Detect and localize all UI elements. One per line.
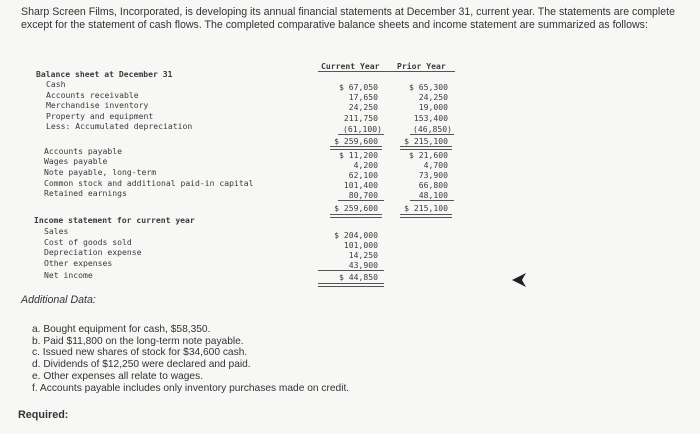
income-value: $ 204,000	[334, 230, 378, 240]
liability-label: Accounts payable	[44, 146, 122, 156]
asset-prior: (46,850)	[413, 124, 452, 134]
liability-prior: 73,900	[418, 170, 448, 180]
liability-current: 80,700	[348, 190, 378, 200]
income-label: Depreciation expense	[44, 247, 142, 257]
mouse-cursor-icon	[511, 272, 527, 288]
liability-label: Note payable, long-term	[44, 167, 157, 177]
asset-current: $ 67,050	[339, 82, 378, 92]
header-rule	[318, 71, 455, 72]
asset-current: 24,250	[348, 102, 378, 112]
asset-prior: 19,000	[418, 102, 448, 112]
liability-current: 62,100	[348, 170, 378, 180]
total-double-rule	[330, 214, 382, 218]
edge-bracket-icon	[0, 88, 10, 110]
total-double-rule	[318, 283, 384, 287]
net-income-label: Net income	[44, 270, 93, 280]
asset-current: (61,100)	[343, 124, 382, 134]
income-label: Other expenses	[44, 258, 113, 268]
liability-current: 101,400	[343, 180, 378, 190]
liability-prior: 48,100	[418, 190, 448, 200]
total-liabilities-current: $ 259,600	[334, 203, 378, 213]
income-label: Sales	[44, 226, 69, 236]
total-liabilities-prior: $ 215,100	[404, 203, 448, 213]
income-label: Cost of goods sold	[44, 237, 132, 247]
asset-label: Cash	[46, 79, 66, 89]
liability-label: Common stock and additional paid-in capital	[44, 178, 254, 188]
subtotal-rule	[318, 270, 384, 271]
income-value: 14,250	[348, 250, 378, 260]
income-statement-title: Income statement for current year	[34, 215, 195, 225]
list-item: f. Accounts payable includes only inventory purchases made on credit.	[32, 382, 350, 394]
total-assets-current: $ 259,600	[334, 136, 378, 146]
net-income-value: $ 44,850	[339, 272, 378, 282]
liability-label: Retained earnings	[44, 188, 127, 198]
asset-label: Accounts receivable	[46, 90, 139, 100]
subtotal-rule	[338, 200, 384, 201]
liability-label: Wages payable	[44, 156, 108, 166]
income-value: 43,900	[348, 260, 378, 270]
asset-prior: 153,400	[413, 113, 448, 123]
asset-prior: 24,250	[418, 92, 448, 102]
list-item: b. Paid $11,800 on the long-term note payable.	[32, 335, 244, 347]
asset-label: Merchandise inventory	[46, 100, 149, 110]
asset-label: Property and equipment	[46, 111, 154, 121]
total-double-rule	[400, 214, 452, 218]
required-heading: Required:	[18, 409, 69, 421]
asset-current: 17,650	[348, 92, 378, 102]
liability-current: $ 11,200	[339, 150, 378, 160]
liability-prior: $ 21,600	[409, 150, 448, 160]
liability-prior: 4,700	[423, 160, 448, 170]
liability-prior: 66,800	[418, 180, 448, 190]
asset-prior: $ 65,300	[409, 82, 448, 92]
subtotal-rule	[410, 134, 454, 135]
list-item: a. Bought equipment for cash, $58,350.	[32, 324, 211, 335]
intro-text: Sharp Screen Films, Incorporated, is developing its annual financial statements at December 31, current year. The statements are complete except for the statement of cash flows. The completed comparative balance sheets and income statement are summarized as follows:	[21, 6, 676, 31]
subtotal-rule	[410, 200, 454, 201]
asset-current: 211,750	[343, 113, 378, 123]
asset-label: Less: Accumulated depreciation	[46, 121, 193, 131]
list-item: d. Dividends of $12,250 were declared and paid.	[32, 359, 251, 371]
list-item: c. Issued new shares of stock for $34,600 cash.	[32, 347, 248, 359]
column-header-prior: Prior Year	[397, 61, 446, 71]
additional-data-title: Additional Data:	[21, 294, 96, 306]
column-header-current: Current Year	[321, 61, 380, 71]
additional-data-list	[32, 324, 349, 394]
liability-current: 4,200	[353, 160, 378, 170]
income-value: 101,000	[343, 240, 378, 250]
subtotal-rule	[338, 134, 384, 135]
list-item: e. Other expenses all relate to wages.	[32, 370, 204, 382]
total-assets-prior: $ 215,100	[404, 136, 448, 146]
balance-sheet-title: Balance sheet at December 31	[36, 69, 173, 79]
